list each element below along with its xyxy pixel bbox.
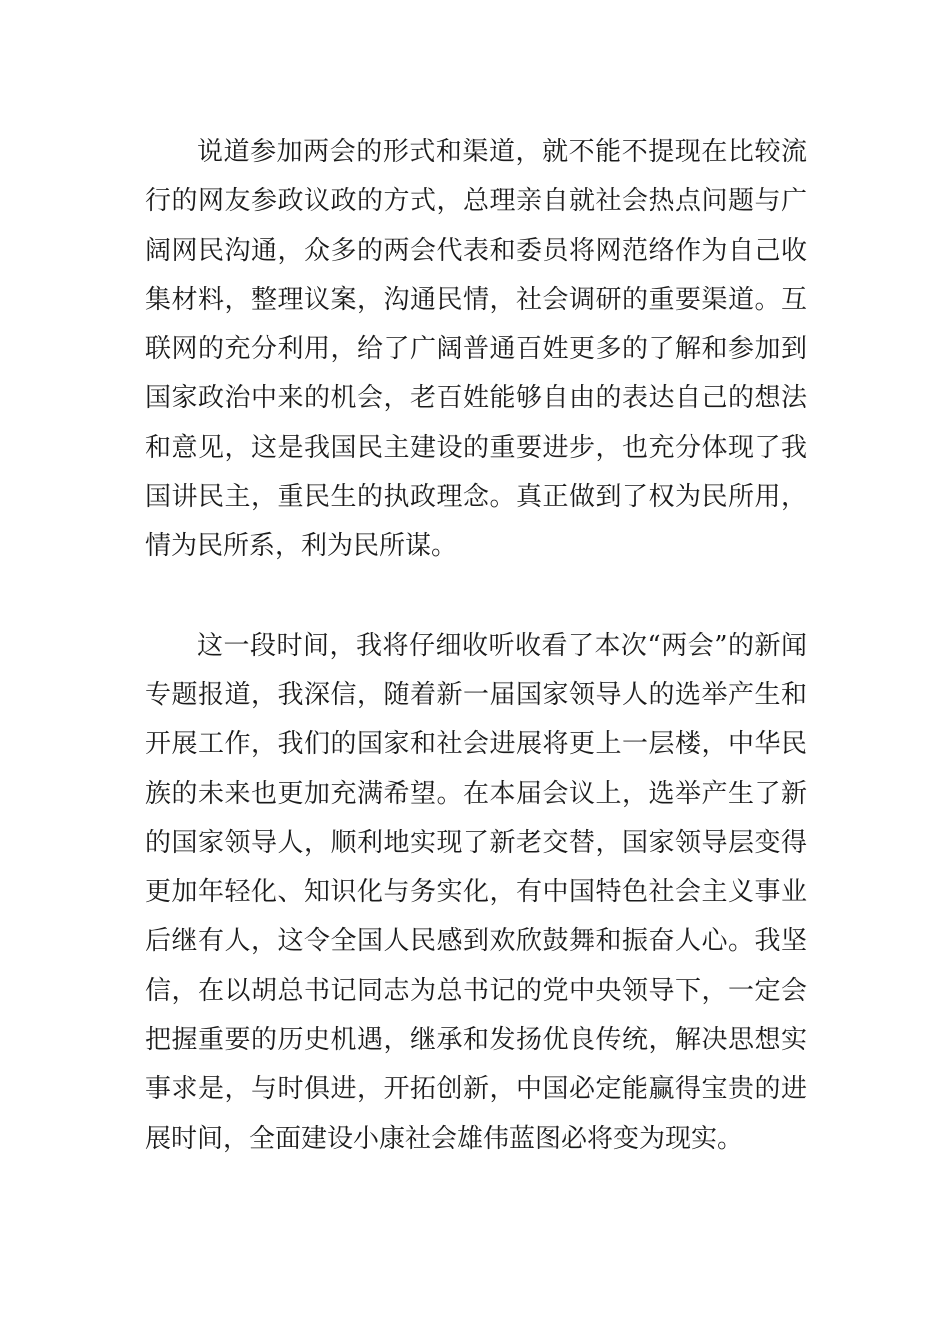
document-body <box>145 128 807 1164</box>
paragraph-spacer <box>145 572 807 622</box>
paragraph-1: 说道参加两会的形式和渠道，就不能不提现在比较流行的网友参政议政的方式，总理亲自就社会热点问题与广阔网民沟通，众多的两会代表和委员将网范络作为自己收集材料，整理议案，沟通民情，社会调研的重要渠道。互联网的充分利用，给了广阔普通百姓更多的了解和参加到国家政治中来的机会，老百姓能够自由的表达自己的想法和意见，这是我国民主建设的重要进步，也充分体现了我国讲民主，重民生的执政理念。真正做到了权为民所用，情为民所系，利为民所谋。 <box>145 137 807 562</box>
paragraph-2: 这一段时间，我将仔细收听收看了本次“两会”的新闻专题报道，我深信，随着新一届国家领导人的选举产生和开展工作，我们的国家和社会进展将更上一层楼，中华民族的未来也更加充满希望。在本届会议上，选举产生了新的国家领导人，顺利地实现了新老交替，国家领导层变得更加年轻化、知识化与务实化，有中国特色社会主义事业后继有人，这令全国人民感到欢欣鼓舞和振奋人心。我坚信，在以胡总书记同志为总书记的党中央领导下，一定会把握重要的历史机遇，继承和发扬优良传统，解决思想实事求是，与时俱进，开拓创新，中国必定能赢得宝贵的进展时间，全面建设小康社会雄伟蓝图必将变为现实。 <box>145 630 807 1154</box>
